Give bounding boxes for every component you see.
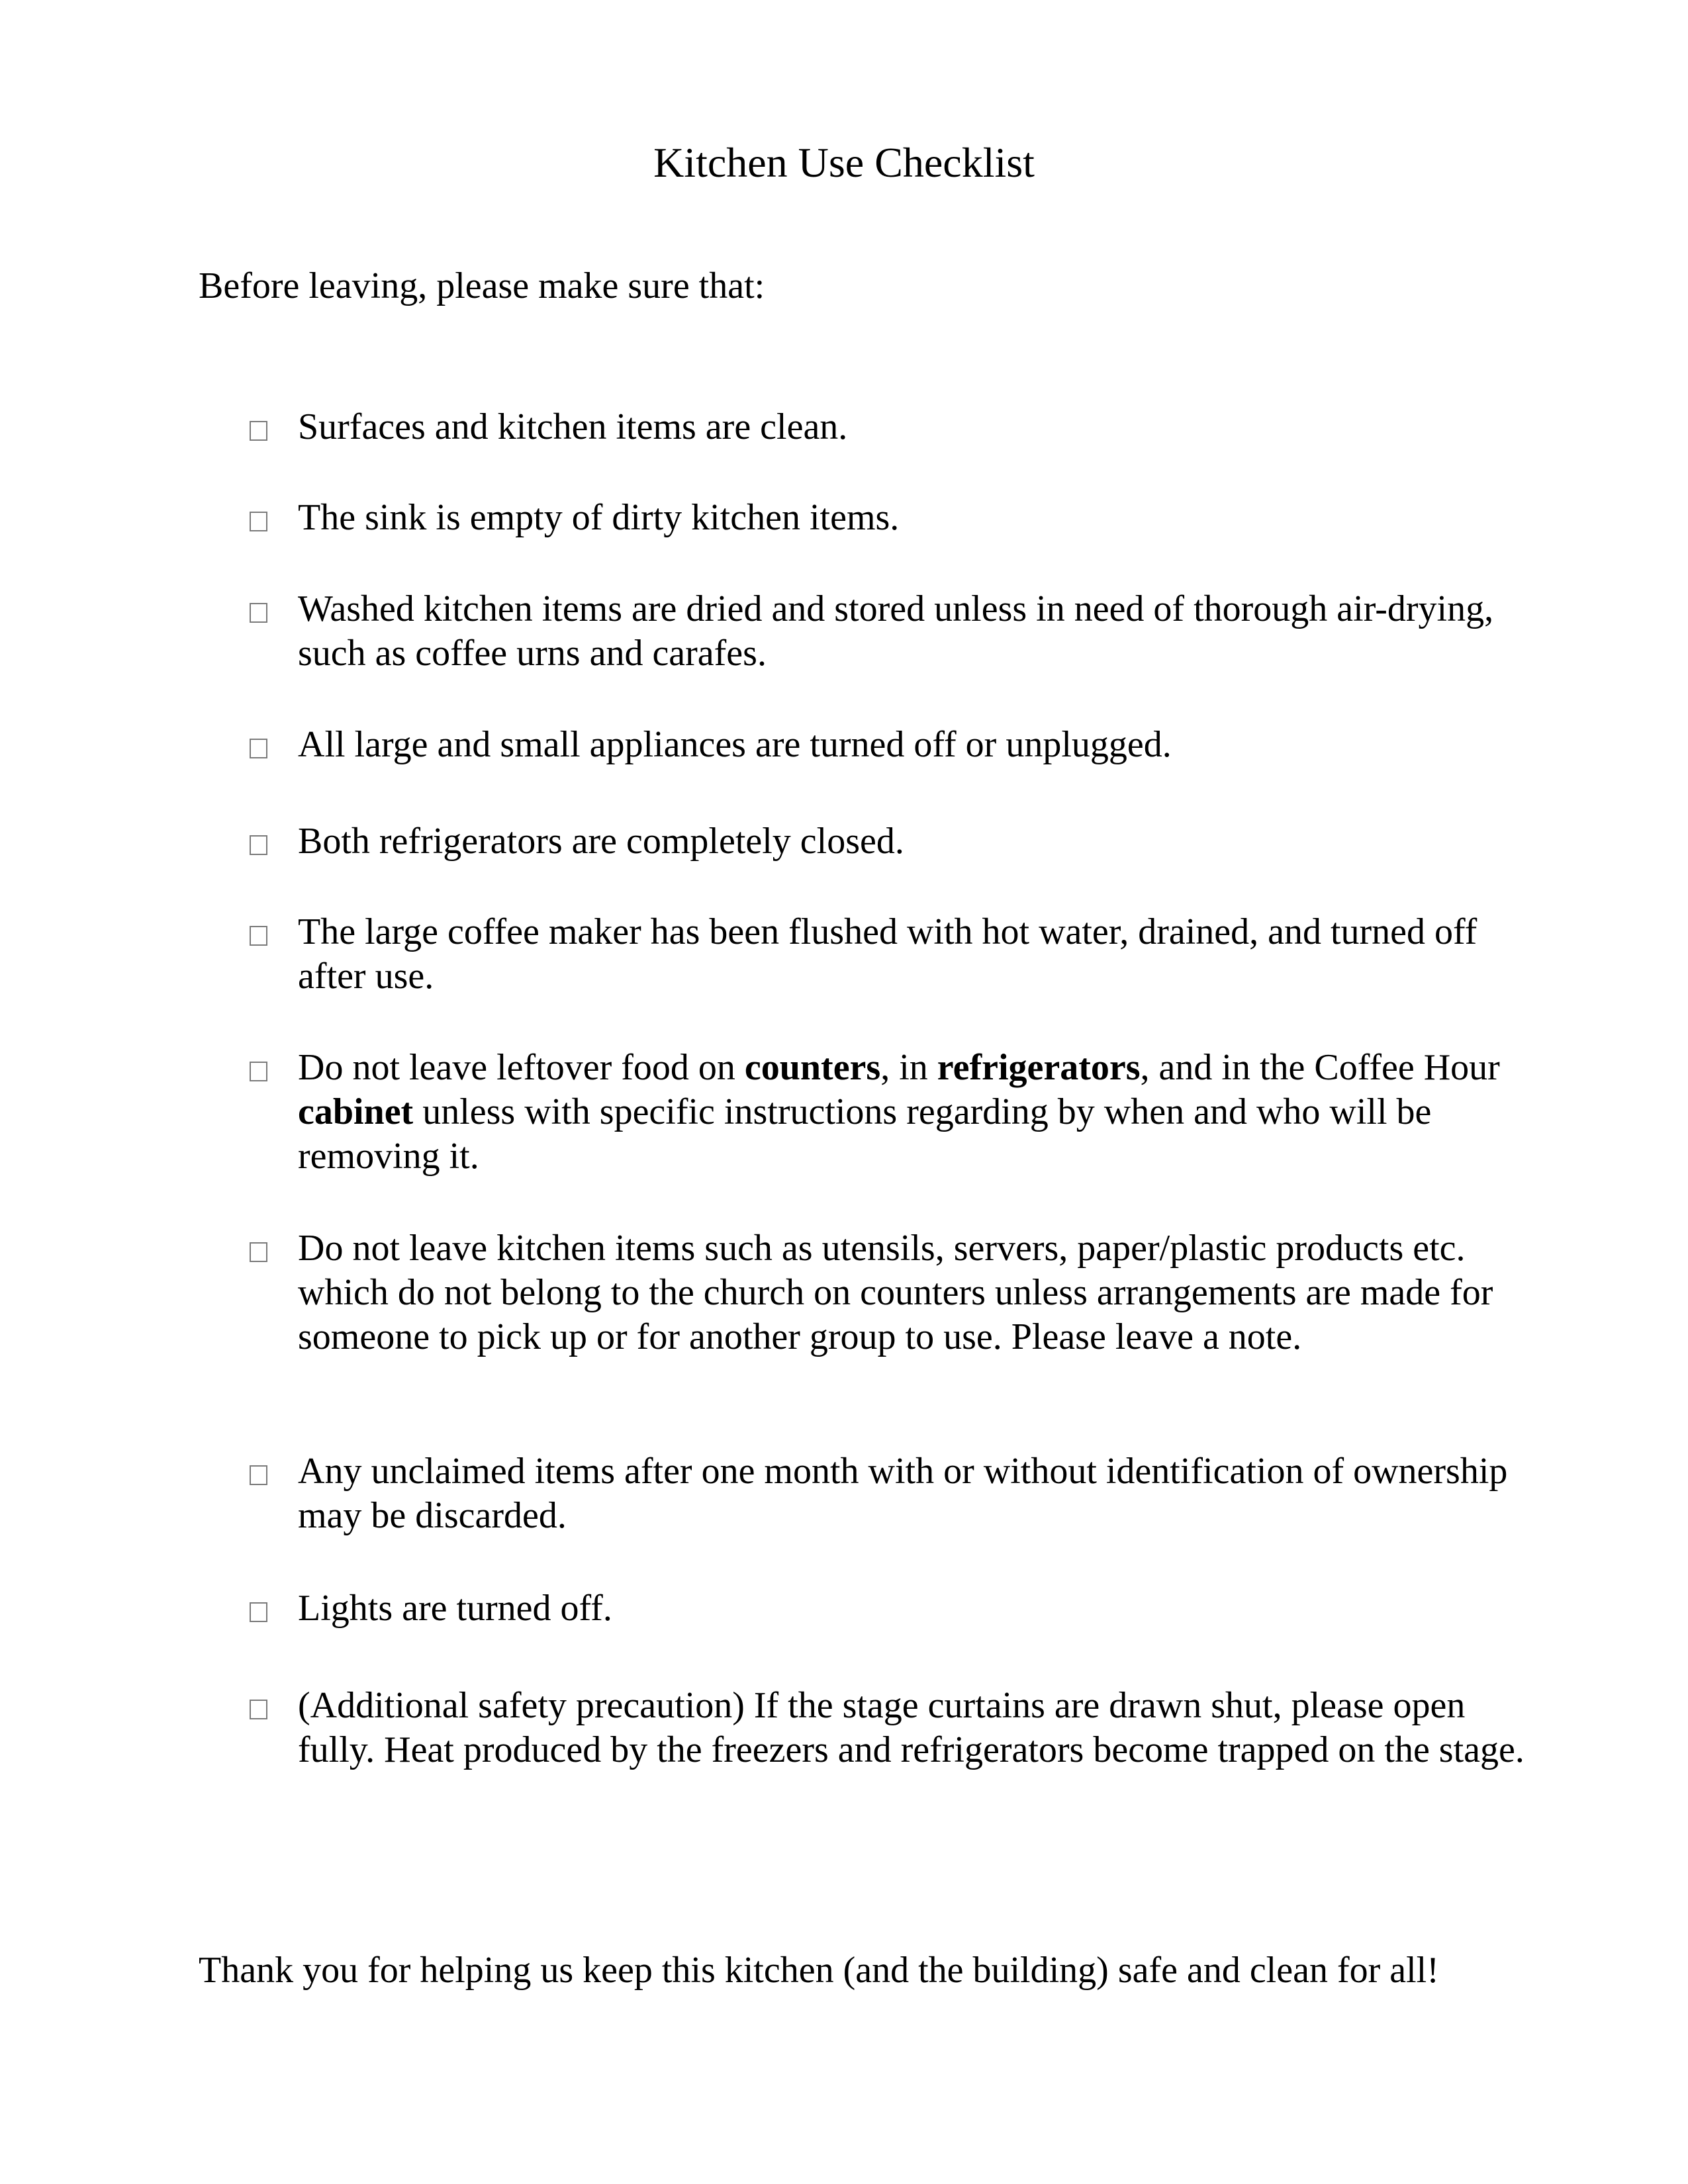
checkbox-icon xyxy=(250,1242,267,1262)
checklist-item-text: All large and small appliances are turned off or unplugged. xyxy=(298,724,1172,765)
checkbox-icon xyxy=(250,926,267,946)
checkbox-icon xyxy=(250,1465,267,1485)
bold-word-cabinet: cabinet xyxy=(298,1091,414,1132)
checklist-item-text: The large coffee maker has been flushed with hot water, drained, and turned off after use. xyxy=(298,911,1477,997)
checkbox-icon xyxy=(250,603,267,623)
checkbox-icon xyxy=(250,1062,267,1081)
checklist-item-text: Surfaces and kitchen items are clean. xyxy=(298,406,848,447)
checklist-item-text xyxy=(298,1046,1542,1179)
item-text-part: unless with specific instructions regarding by when and who will be removing it. xyxy=(298,1091,1432,1177)
checkbox-icon xyxy=(250,512,267,531)
checklist-item-text: Washed kitchen items are dried and stored unless in need of thorough air-drying, such as coffee urns and carafes. xyxy=(298,588,1494,674)
checkbox-icon xyxy=(250,835,267,855)
bold-word-counters: counters xyxy=(744,1047,881,1088)
intro-text: Before leaving, please make sure that: xyxy=(199,265,765,306)
checklist-item-text: Lights are turned off. xyxy=(298,1588,612,1629)
checklist-item-text: Both refrigerators are completely closed. xyxy=(298,821,904,862)
item-text-part: , and in the Coffee Hour xyxy=(1140,1047,1500,1088)
checklist-item-text: (Additional safety precaution) If the stage curtains are drawn shut, please open fully. Heat produced by the freezers and refrigerators become trapped on the stage. xyxy=(298,1685,1524,1770)
checkbox-icon xyxy=(250,421,267,441)
bold-word-refrigerators: refrigerators xyxy=(937,1047,1141,1088)
checklist-item-text: Do not leave kitchen items such as utensils, servers, paper/plastic products etc. which do not belong to the church on counters unless arrangements are made for someone to pick up or for another group to use. Please leave a note. xyxy=(298,1228,1493,1357)
item-text-part: , in xyxy=(880,1047,937,1088)
checkbox-icon xyxy=(250,1602,267,1622)
checklist-item-text: Any unclaimed items after one month with or without identification of ownership may be discarded. xyxy=(298,1451,1508,1536)
checkbox-icon xyxy=(250,739,267,758)
checklist-item-text: The sink is empty of dirty kitchen items. xyxy=(298,497,900,538)
page-title: Kitchen Use Checklist xyxy=(653,139,1035,186)
footer-thanks: Thank you for helping us keep this kitchen (and the building) safe and clean for all! xyxy=(199,1950,1439,1991)
item-text-part: Do not leave leftover food on xyxy=(298,1047,745,1088)
checkbox-icon xyxy=(250,1700,267,1719)
